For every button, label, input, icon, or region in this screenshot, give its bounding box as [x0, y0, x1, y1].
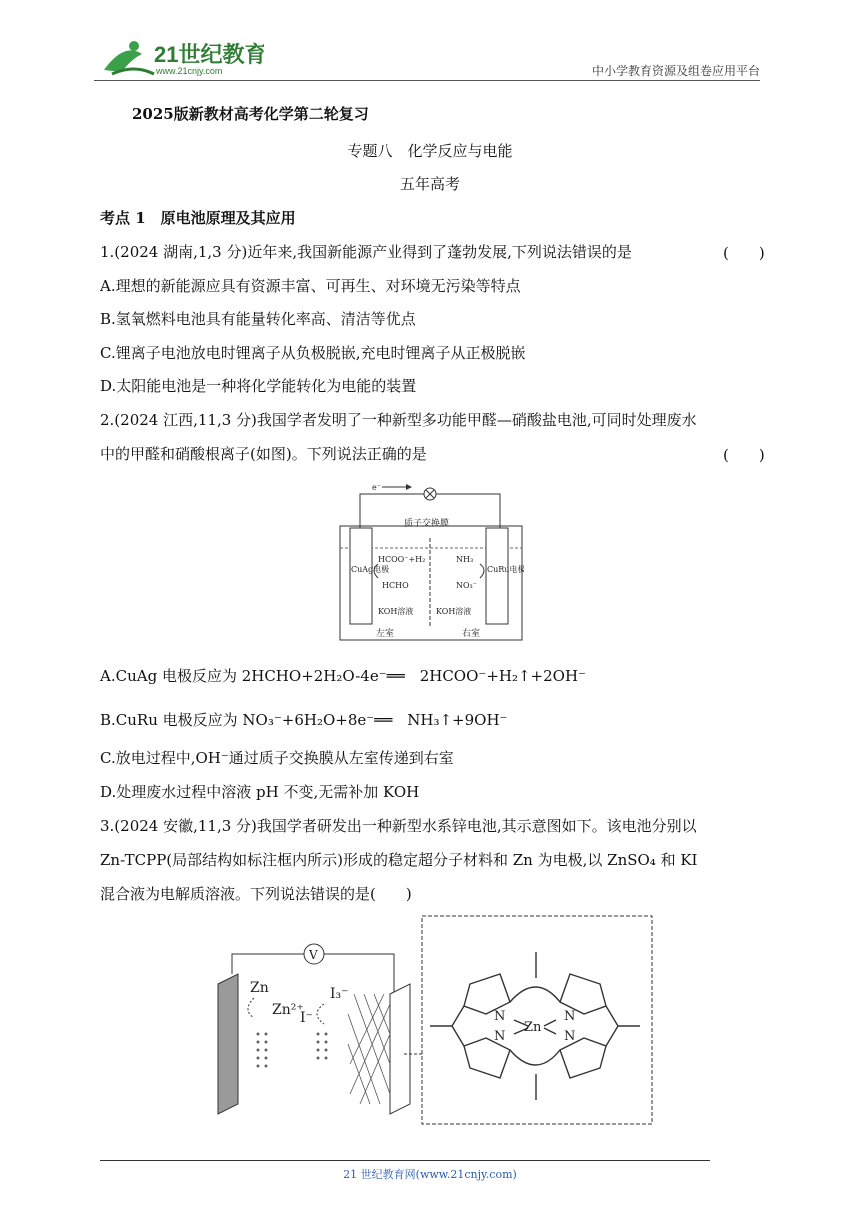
doc-title: 2025版新教材高考化学第二轮复习: [132, 105, 369, 123]
voltmeter-label: V: [309, 948, 318, 962]
q3-stem-line1: 3.(2024 安徽,11,3 分)我国学者研发出一种新型水系锌电池,其示意图如下。该电池分别以: [100, 817, 697, 835]
q2-answer-paren: ( ): [723, 446, 765, 464]
footer-divider: [100, 1160, 710, 1161]
q1-option-c: C.锂离子电池放电时锂离子从负极脱嵌,充电时锂离子从正极脱嵌: [100, 344, 526, 362]
zn-center-label: Zn: [524, 1020, 542, 1035]
q3-stem-line3: 混合液为电解质溶液。下列说法错误的是( ): [100, 885, 412, 903]
zn2-label: Zn²⁺: [272, 1002, 304, 1018]
left-reactant: HCHO: [382, 581, 409, 590]
n-label-2: N: [564, 1009, 576, 1024]
n-label-1: N: [494, 1009, 506, 1024]
right-room: 右室: [462, 629, 481, 639]
left-solution: KOH溶液: [378, 607, 414, 616]
i3-label: I₃⁻: [330, 986, 349, 1002]
section-title: 五年高考: [399, 175, 460, 193]
left-room: 左室: [376, 629, 395, 639]
q2-option-b: B.CuRu 电极反应为 NO₃⁻+6H₂O+8e⁻══ NH₃↑+9OH⁻: [100, 711, 508, 729]
logo: [94, 34, 264, 78]
q2-option-c: C.放电过程中,OH⁻通过质子交换膜从左室传递到右室: [100, 749, 454, 767]
i-label: I⁻: [300, 1010, 313, 1026]
right-electrode-label: CuRu电极: [487, 565, 524, 574]
left-electrode-label: CuAg电极: [351, 565, 390, 574]
q2-option-d: D.处理废水过程中溶液 pH 不变,无需补加 KOH: [100, 783, 420, 801]
right-reactant: NO₃⁻: [456, 581, 477, 590]
q2-stem-line2: 中的甲醛和硝酸根离子(如图)。下列说法正确的是: [100, 445, 427, 463]
electron-label: e⁻: [372, 483, 381, 492]
header-right-text: 中小学教育资源及组卷应用平台: [591, 64, 760, 78]
membrane-label: 质子交换膜: [404, 519, 450, 529]
right-solution: KOH溶液: [436, 607, 472, 616]
topic-title: 专题八 化学反应与电能: [347, 142, 513, 160]
logo-text: 21世纪教育: [154, 42, 264, 67]
footer-text: 21 世纪教育网(www.21cnjy.com): [343, 1168, 517, 1181]
logo-icon: [94, 34, 264, 78]
n-label-3: N: [494, 1029, 506, 1044]
right-product: NH₃: [456, 555, 474, 564]
q3-battery-diagram: [214, 914, 654, 1128]
q1-option-b: B.氢氧燃料电池具有能量转化率高、清洁等优点: [100, 310, 416, 328]
kaodian-heading: 考点 1 原电池原理及其应用: [100, 209, 296, 227]
q2-option-a: A.CuAg 电极反应为 2HCHO+2H₂O-4e⁻══ 2HCOO⁻+H₂↑+2OH⁻: [100, 667, 586, 685]
q1-option-d: D.太阳能电池是一种将化学能转化为电能的装置: [100, 377, 417, 395]
q3-stem-line2: Zn-TCPP(局部结构如标注框内所示)形成的稳定超分子材料和 Zn 为电极,以 ZnSO₄ 和 KI: [100, 851, 698, 869]
q2-stem-line1: 2.(2024 江西,11,3 分)我国学者发明了一种新型多功能甲醛—硝酸盐电池,可同时处理废水: [100, 411, 697, 429]
q1-option-a: A.理想的新能源应具有资源丰富、可再生、对环境无污染等特点: [100, 277, 521, 295]
q2-cell-diagram: [338, 478, 524, 642]
q1-answer-paren: ( ): [723, 244, 765, 262]
logo-sub: www.21cnjy.com: [156, 66, 223, 76]
header-divider: [94, 80, 760, 81]
q1-stem: 1.(2024 湖南,1,3 分)近年来,我国新能源产业得到了蓬勃发展,下列说法错误的是: [100, 243, 632, 261]
left-product: HCOO⁻+H₂: [378, 555, 426, 564]
n-label-4: N: [564, 1029, 576, 1044]
zn-label: Zn: [250, 980, 269, 996]
